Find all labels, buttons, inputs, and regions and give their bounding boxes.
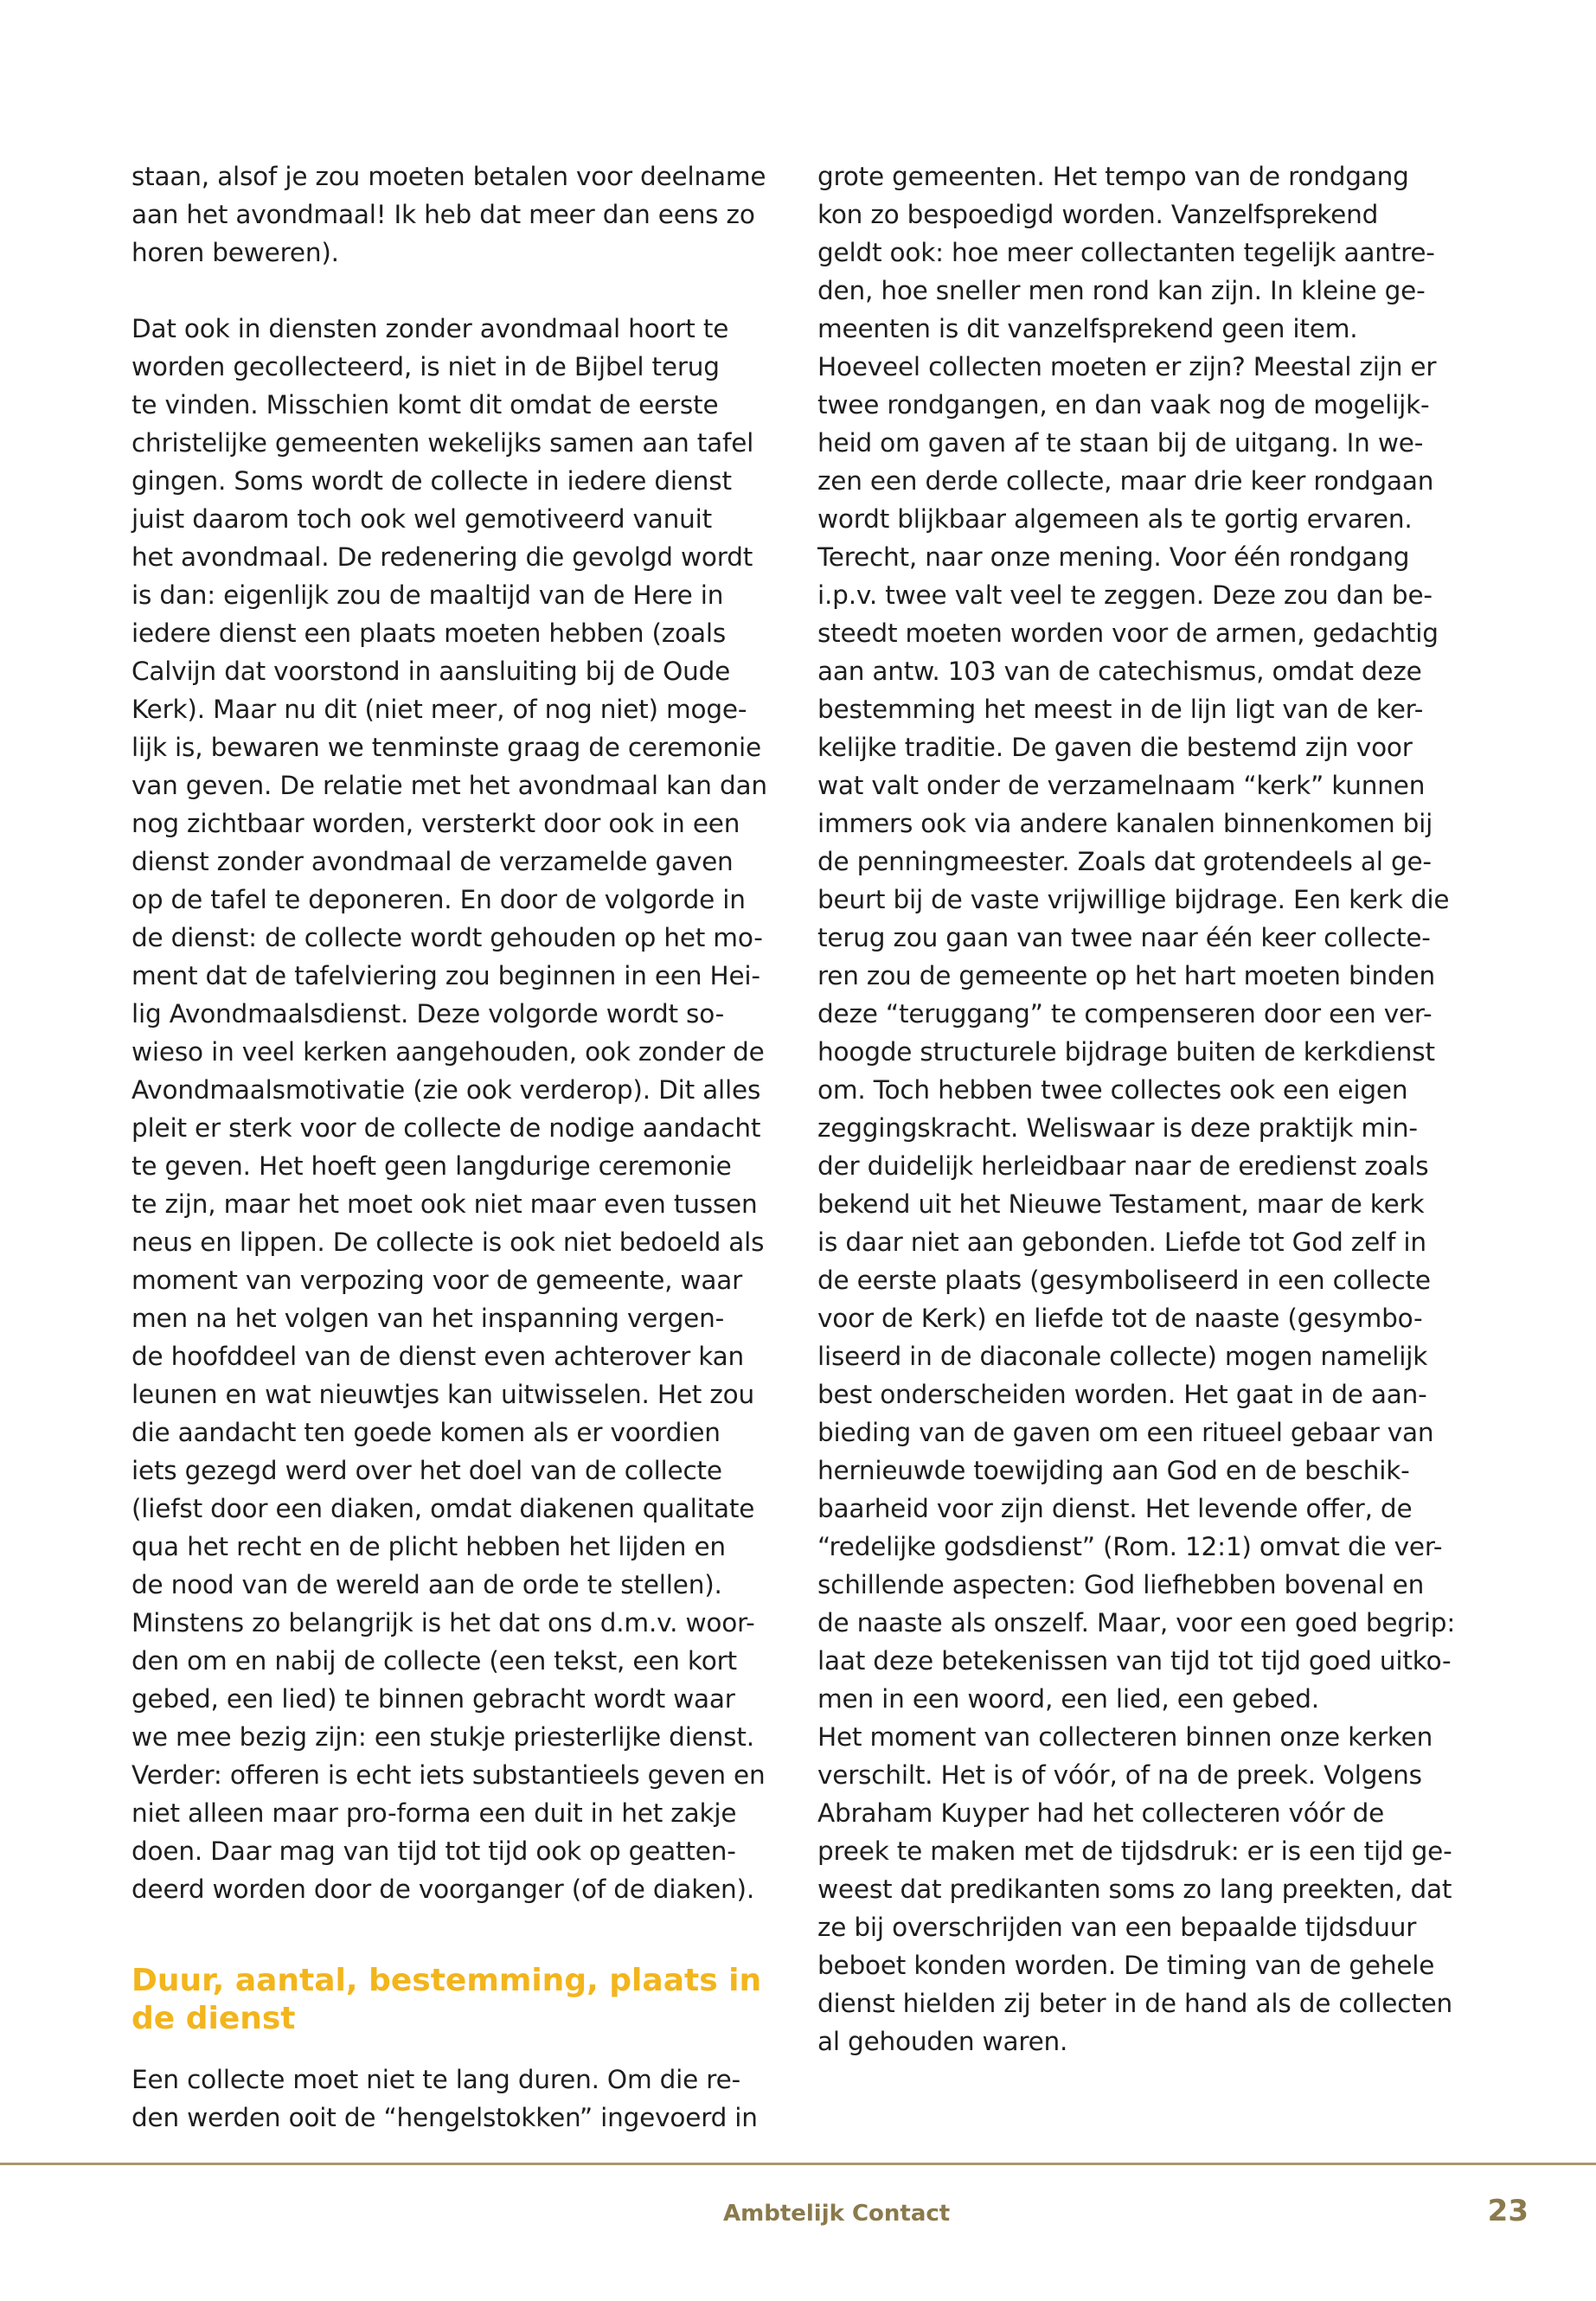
paragraph: Dat ook in diensten zonder avondmaal hoort te worden gecollecteerd, is niet in de Bijbel terug te vinden. Misschien komt dit omdat de eerste christelijke gemeenten wekelijks samen aan tafel gingen. Soms wordt de collecte in iedere dienst juist daarom toch ook wel gemotiveerd vanuit het avondmaal. De redenering die gevolgd wordt is dan: eigenlijk zou de maaltijd van de Here in iedere dienst een plaats moeten hebben (zoals Calvijn dat voorstond in aansluiting bij de Oude Kerk). Maar nu dit (niet meer, of nog niet) moge- lijk is, bewaren we tenminste graag de ceremonie van geven. De relatie met het avondmaal kan dan nog zichtbaar worden, versterkt door ook in een dienst zonder avondmaal de verzamelde gaven op de tafel te deponeren. En door de volgorde in de dienst: de collecte wordt gehouden op het mo- ment dat de tafelviering zou beginnen in een Hei- lig Avondmaalsdienst. Deze volgorde wordt so- wieso in veel kerken aangehouden, ook zonder de Avondmaalsmotivatie (zie ook verderop). Dit alles pleit er sterk voor de collecte de nodige aandacht te geven. Het hoeft geen langdurige ceremonie te zijn, maar het moet ook niet maar even tussen neus en lippen. De collecte is ook niet bedoeld als moment van verpozing voor de gemeente, waar men na het volgen van het inspanning vergen- de hoofddeel van de dienst even achterover kan leunen en wat nieuwtjes kan uitwisselen. Het zou die aandacht ten goede komen als er voordien iets gezegd werd over het doel van de collecte (liefst door een diaken, omdat diakenen qualitate qua het recht en de plicht hebben het lijden en de nood van de wereld aan de orde te stellen). Minstens zo belangrijk is het dat ons d.m.v. woor- den om en nabij de collecte (een tekst, een kort gebed, een lied) te binnen gebracht wordt waar we mee bezig zijn: een stukje priesterlijke dienst. Verder: offeren is echt iets substantieels geven en niet alleen maar pro-forma een duit in het zakje doen. Daar mag van tijd tot tijd ook op geatten- deerd worden door de voorganger (of de diaken). <box>131 314 767 1904</box>
paragraph: grote gemeenten. Het tempo van de rondgang kon zo bespoedigd worden. Vanzelfsprekend geldt ook: hoe meer collectanten tegelijk aantre- den, hoe sneller men rond kan zijn. In kleine ge- meenten is dit vanzelfsprekend geen item. Hoeveel collecten moeten er zijn? Meestal zijn er twee rondgangen, en dan vaak nog de mogelijk- heid om gaven af te staan bij de uitgang. In we- zen een derde collecte, maar drie keer rondgaan wordt blijkbaar algemeen als te gortig ervaren. Terecht, naar onze mening. Voor één rondgang i.p.v. twee valt veel te zeggen. Deze zou dan be- steedt moeten worden voor de armen, gedachtig aan antw. 103 van de catechismus, omdat deze bestemming het meest in de lijn ligt van de ker- kelijke traditie. De gaven die bestemd zijn voor wat valt onder de verzamelnaam “kerk” kunnen immers ook via andere kanalen binnenkomen bij de penningmeester. Zoals dat grotendeels al ge- beurt bij de vaste vrijwillige bijdrage. Een kerk die terug zou gaan van twee naar één keer collecte- ren zou de gemeente op het hart moeten binden deze “teruggang” te compenseren door een ver- hoogde structurele bijdrage buiten de kerkdienst om. Toch hebben twee collectes ook een eigen zeggingskracht. Weliswaar is deze praktijk min- der duidelijk herleidbaar naar de eredienst zoals bekend uit het Nieuwe Testament, maar de kerk is daar niet aan gebonden. Liefde tot God zelf in de eerste plaats (gesymboliseerd in een collecte voor de Kerk) en liefde tot de naaste (gesymbo- liseerd in de diaconale collecte) mogen namelijk best onderscheiden worden. Het gaat in de aan- bieding van de gaven om een ritueel gebaar van hernieuwde toewijding aan God en de beschik- baarheid voor zijn dienst. Het levende offer, de “redelijke godsdienst” (Rom. 12:1) omvat die ver- schillende aspecten: God liefhebben bovenal en de naaste als onszelf. Maar, voor een goed begrip: laat deze betekenissen van tijd tot tijd goed uitko- men in een woord, een lied, een gebed. <box>817 162 1456 1714</box>
section-heading: Duur, aantal, bestemming, plaats in de dienst <box>131 1963 762 2036</box>
paragraph: Een collecte moet niet te lang duren. Om die re- den werden ooit de “hengelstokken” ingevoerd in <box>131 2065 758 2132</box>
left-column <box>131 157 782 2137</box>
paragraph: staan, alsof je zou moeten betalen voor deelname aan het avondmaal! Ik heb dat meer dan eens zo horen beweren). <box>131 162 766 267</box>
footer-rule <box>0 2163 1596 2165</box>
page-number: 23 <box>1487 2194 1529 2228</box>
footer-publication-title: Ambtelijk Contact <box>723 2201 951 2227</box>
paragraph: Het moment van collecteren binnen onze kerken verschilt. Het is of vóór, of na de preek. Volgens Abraham Kuyper had het collecteren vóór de preek te maken met de tijdsdruk: er is een tijd ge- weest dat predikanten soms zo lang preekten, dat ze bij overschrijden van een bepaalde tijdsduur beboet konden worden. De timing van de gehele dienst hielden zij beter in de hand als de collecten al gehouden waren. <box>817 1722 1453 2056</box>
right-column <box>817 157 1468 2061</box>
paragraph-gap <box>131 272 782 310</box>
